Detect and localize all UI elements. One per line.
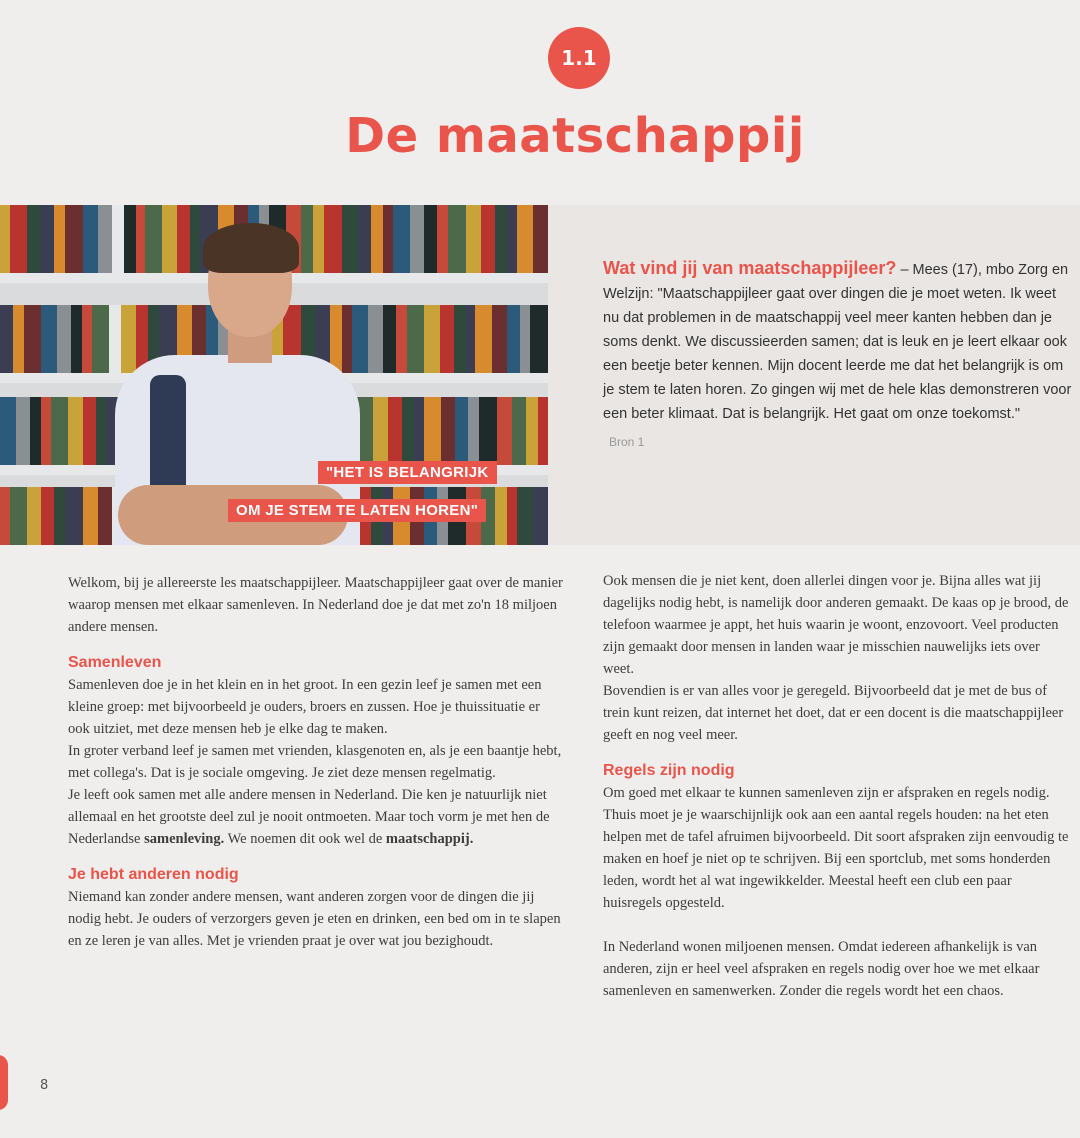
book-spine [83,487,99,545]
book-spine [41,205,54,275]
book-spine [98,487,112,545]
student-hair [203,223,299,273]
heading-samenleven: Samenleven [68,654,162,671]
book-spine [342,305,352,375]
student-photo [0,205,548,545]
book-spine [373,397,389,467]
book-spine [324,205,342,275]
page-title: De maatschappij [345,108,805,164]
book-spine [492,305,507,375]
book-spine [495,205,507,275]
book-spine [27,487,42,545]
book-spine [57,305,71,375]
term-samenleving: samenleving. [144,831,225,847]
book-spine [301,205,314,275]
page-number: 8 [40,1078,49,1093]
book-spine [393,205,410,275]
heading-anderen-nodig: Je hebt anderen nodig [68,866,239,883]
book-spine [530,305,548,375]
photo-quote-line2: OM JE STEM TE LATEN HOREN" [228,499,486,522]
book-spine [414,397,424,467]
book-spine [190,205,201,275]
book-spine [512,397,526,467]
book-spine [54,205,65,275]
book-spine [538,397,548,467]
book-spine [507,205,517,275]
book-spine [368,305,383,375]
book-spine [424,305,440,375]
book-spine [517,487,534,545]
book-spine [10,487,27,545]
book-spine [145,205,162,275]
book-spine [0,305,13,375]
paragraph: Niemand kan zonder andere mensen, want anderen zorgen voor de dingen die jij nodig hebt. Je ouders of verzorgers geven je eten en drinken, een bed om in te slapen en ze leren je van alles. Met je vrienden praat je over wat jou bezighoudt. [68,889,561,949]
book-spine [455,397,468,467]
chapter-tab-marker [0,1055,8,1110]
book-spine [507,305,520,375]
book-spine [402,397,414,467]
book-spine [177,205,190,275]
book-spine [479,397,497,467]
shelf-post [109,305,121,375]
book-spine [0,487,10,545]
book-spine [497,397,513,467]
book-spine [124,205,136,275]
book-spine [65,205,83,275]
book-spine [24,305,42,375]
book-spine [54,487,65,545]
book-spine [437,205,448,275]
source-box-content [603,256,1073,450]
book-spine [441,397,456,467]
book-spine [98,205,112,275]
source-quote [603,256,1073,426]
paragraph: In Nederland wonen miljoenen mensen. Omdat iedereen afhankelijk is van anderen, zijn er heel veel afspraken en regels nodig over hoe we met elkaar samenleven en samenwerken. Zonder die regels wordt het een chaos. [603,939,1040,999]
book-spine [410,205,425,275]
left-column [68,572,563,952]
book-spine [507,487,517,545]
source-text: – Mees (17), mbo Zorg en Welzijn: "Maatschappijleer gaat over dingen die je moet weten. Ik weet nu dat problemen in de maatschappij veel meer kanten hebben dan je soms denkt. We discussieerden samen; dat is leuk en je leert elkaar ook een beetje beter kennen. Mijn docent leerde me dat het belangrijk is om je stem te laten horen. Zo gingen wij met de hele klas demonstreren voor een beter klimaat. Dat is belangrijk. Het gaat om onze toekomst." [603,262,1072,422]
book-spine [396,305,407,375]
text: We noemen dit ook wel de [224,831,386,847]
book-spine [383,205,393,275]
book-spine [83,397,96,467]
source-heading: Wat vind jij van maatschappijleer? [603,258,897,278]
book-spine [533,205,548,275]
book-spine [466,305,476,375]
book-spine [0,205,10,275]
book-spine [371,205,383,275]
book-spine [448,205,466,275]
book-spine [16,397,30,467]
book-spine [526,397,538,467]
book-spine [533,487,548,545]
book-spine [342,205,358,275]
photo-quote-line1: "HET IS BELANGRIJK [318,461,497,484]
book-spine [41,487,54,545]
book-spine [65,487,83,545]
right-column [603,570,1073,1002]
text: Je leeft ook samen met alle andere mensen in Nederland. Die ken je natuurlijk niet allemaal en het grootste deel zul je nooit ontmoeten. Maar toch vorm je met hen de Nederlandse [68,787,550,847]
book-spine [162,205,177,275]
book-spine [92,305,109,375]
book-spine [313,205,324,275]
book-spine [136,205,146,275]
book-spine [520,305,531,375]
paragraph: Samenleven doe je in het klein en in het groot. In een gezin leef je samen met een kleine groep: met bijvoorbeeld je ouders, broers en zussen. Hoe je thuissituatie er ook uitziet, met deze mensen heb je elke dag te maken. [68,677,542,737]
term-maatschappij: maatschappij. [385,831,474,847]
intro-paragraph: Welkom, bij je allereerste les maatschappijleer. Maatschappijleer gaat over de manier waarop mensen met elkaar samenleven. In Nederland doe je dat met zo'n 18 miljoen andere mensen. [68,575,563,635]
book-spine [71,305,83,375]
book-spine [121,305,136,375]
book-spine [352,305,369,375]
book-spine [13,305,24,375]
book-spine [475,305,492,375]
book-spine [388,397,402,467]
book-spine [41,397,51,467]
book-spine [383,305,396,375]
book-spine [82,305,92,375]
book-spine [424,205,437,275]
book-spine [0,397,16,467]
paragraph: Om goed met elkaar te kunnen samenleven zijn er afspraken en regels nodig. Thuis moet je je waarschijnlijk ook aan een aantal regels houden: na het eten helpen met de tafel afruimen bijvoorbeeld. Dit soort afspraken zijn eenvoudig te maken en hoef je niet op te schrijven. Bij een sportclub, met soms honderden leden, wordt het al wat ingewikkelder. Meestal heeft een club een paar huisregels opgesteld. [603,785,1069,911]
heading-regels: Regels zijn nodig [603,762,735,779]
book-spine [68,397,83,467]
book-spine [517,205,534,275]
book-spine [10,205,27,275]
book-spine [407,305,425,375]
paragraph: Bovendien is er van alles voor je geregeld. Bijvoorbeeld dat je met de bus of trein kunt reizen, dat internet het doet, dat er een docent is die maatschappijleer geeft en nog veel meer. [603,683,1064,743]
book-spine [440,305,454,375]
shelf-post [112,205,124,275]
book-spine [27,205,42,275]
paragraph: In groter verband leef je samen met vrienden, klasgenoten en, als je een baantje hebt, met collega's. Dat is je sociale omgeving. Je ziet deze mensen regelmatig. [68,743,562,781]
book-spine [358,205,372,275]
book-spine [454,305,466,375]
book-spine [30,397,42,467]
book-spine [424,397,441,467]
source-label: Bron 1 [609,435,645,449]
section-number-badge: 1.1 [548,27,610,89]
paragraph [68,784,563,850]
book-spine [466,205,482,275]
book-spine [495,487,507,545]
book-spine [83,205,99,275]
book-spine [41,305,57,375]
book-spine [96,397,107,467]
book-spine [481,205,495,275]
book-spine [51,397,68,467]
paragraph: Ook mensen die je niet kent, doen allerlei dingen voor je. Bijna alles wat jij dagelijks nodig hebt, is namelijk door anderen gemaakt. De kaas op je brood, de telefoon waarmee je appt, het huis waarin je woont, enzovoort. Veel producten zijn gemaakt door mensen in landen waar je misschien nauwelijks iets over weet. [603,573,1069,677]
book-spine [468,397,479,467]
